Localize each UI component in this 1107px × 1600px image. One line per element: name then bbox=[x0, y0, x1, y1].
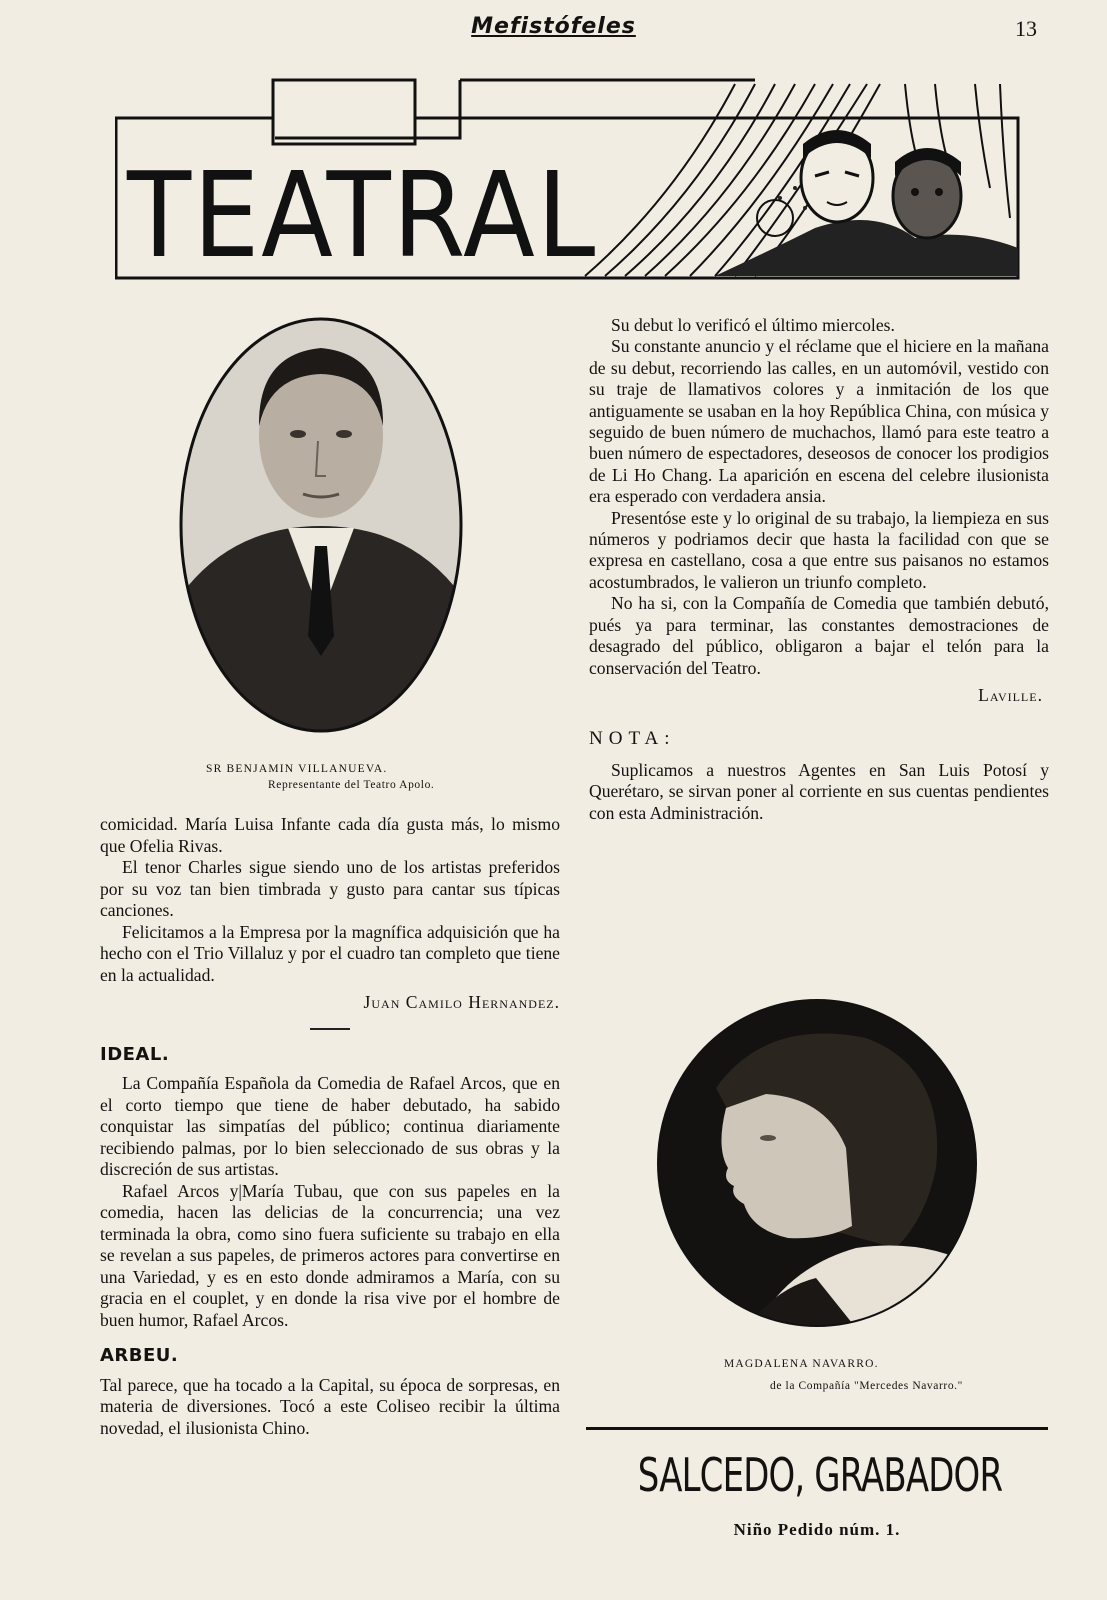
portrait-bottom-role: de la Compañía "Mercedes Navarro." bbox=[770, 1380, 963, 1392]
magazine-title: Mefistófeles bbox=[471, 14, 636, 39]
ad-title: SALCEDO, GRABADOR bbox=[637, 1448, 1003, 1502]
page-number: 13 bbox=[1015, 16, 1037, 41]
paragraph: Presentóse este y lo original de su trabajo, la liempieza en sus números y podriamos decir que hasta la facilidad con que se expresa en castellano, cosa a que entre sus paisanos no estamos acostumbrados, le valieron un triunfo completo. bbox=[589, 507, 1049, 592]
section-heading-ideal: IDEAL. bbox=[100, 1043, 170, 1065]
portrait-top-name: SR BENJAMIN VILLANUEVA. bbox=[206, 763, 388, 775]
teatral-banner bbox=[115, 78, 1020, 280]
paragraph: Suplicamos a nuestros Agentes en San Luis Potosí y Querétaro, se sirvan poner al corriente en sus cuentas pendientes con esta Administración. bbox=[589, 759, 1049, 823]
ad-address: Niño Pedido núm. 1. bbox=[733, 1520, 901, 1539]
right-column bbox=[589, 315, 1049, 824]
ad-divider bbox=[586, 1427, 1048, 1430]
paragraph: Rafael Arcos y|María Tubau, que con sus papeles en la comedia, hacen las delicias de la concurrencia; una vez terminada la obra, como sino fuera suficiente su trabajo en ella se revelan a sus papeles, de primeros actores para convertirse en una Variedad, y es en esto donde admiramos a María, con su gracia en el couplet, y en donde la risa vive por el hombre de buen humor, Rafael Arcos. bbox=[100, 1180, 560, 1330]
paragraph: Su constante anuncio y el réclame que el hiciere en la mañana de su debut, recorriendo las calles, en un automóvil, vestido con su traje de llamativos colores y a inmitación de los que antiguamente se usaban en la hoy República China, con música y seguido de buen número de muchachos, llamó para este teatro a buen número de espectadores, deseosos de conocer los prodigios de Li Ho Chang. La aparición en escena del celebre ilusionista era esperado con verdadera ansia. bbox=[589, 336, 1049, 507]
divider bbox=[310, 1028, 350, 1030]
paragraph: comicidad. María Luisa Infante cada día gusta más, lo mismo que Ofelia Rivas. bbox=[100, 814, 560, 856]
portrait-bottom-name: MAGDALENA NAVARRO. bbox=[724, 1358, 879, 1370]
byline-hernandez: Juan Camilo Hernandez. bbox=[363, 992, 560, 1012]
paragraph: El tenor Charles sigue siendo uno de los artistas preferidos por su voz tan bien timbrada y gusto para cantar sus típicas canciones. bbox=[100, 857, 560, 920]
mask-face-left bbox=[801, 130, 873, 222]
section-heading-arbeu: ARBEU. bbox=[100, 1345, 179, 1366]
svg-text:TEATRAL: TEATRAL bbox=[126, 146, 597, 280]
paragraph: Felicitamos a la Empresa por la magnífica adquisición que ha hecho con el Trio Villaluz y por el cuadro tan completo que tiene en la actualidad. bbox=[100, 921, 560, 985]
portrait-navarro bbox=[656, 998, 978, 1328]
paragraph: No ha si, con la Compañía de Comedia que también debutó, pués ya para terminar, las constantes demostraciones de desagrado del público, obligaron a bajar el telón para la conservación del Teatro. bbox=[589, 593, 1049, 678]
portrait-top-role: Representante del Teatro Apolo. bbox=[268, 779, 435, 791]
paragraph: La Compañía Española da Comedia de Rafael Arcos, que en el corto tiempo que tiene de haber debutado, ha sabido conquistar las simpatías del público; continua diariamente recibiendo palmas, por lo bien seleccionado de sus obras y la discreción de sus artistas. bbox=[100, 1073, 560, 1179]
section-heading-nota: NOTA: bbox=[589, 728, 676, 750]
portrait-villanueva bbox=[178, 316, 464, 734]
byline-laville: Laville. bbox=[978, 684, 1043, 705]
left-column bbox=[100, 814, 560, 1439]
paragraph: Tal parece, que ha tocado a la Capital, su época de sorpresas, en materia de diversiones. Tocó a este Coliseo recibir la última novedad, el ilusionista Chino. bbox=[100, 1374, 560, 1438]
paragraph: Su debut lo verificó el último miercoles. bbox=[611, 315, 895, 335]
